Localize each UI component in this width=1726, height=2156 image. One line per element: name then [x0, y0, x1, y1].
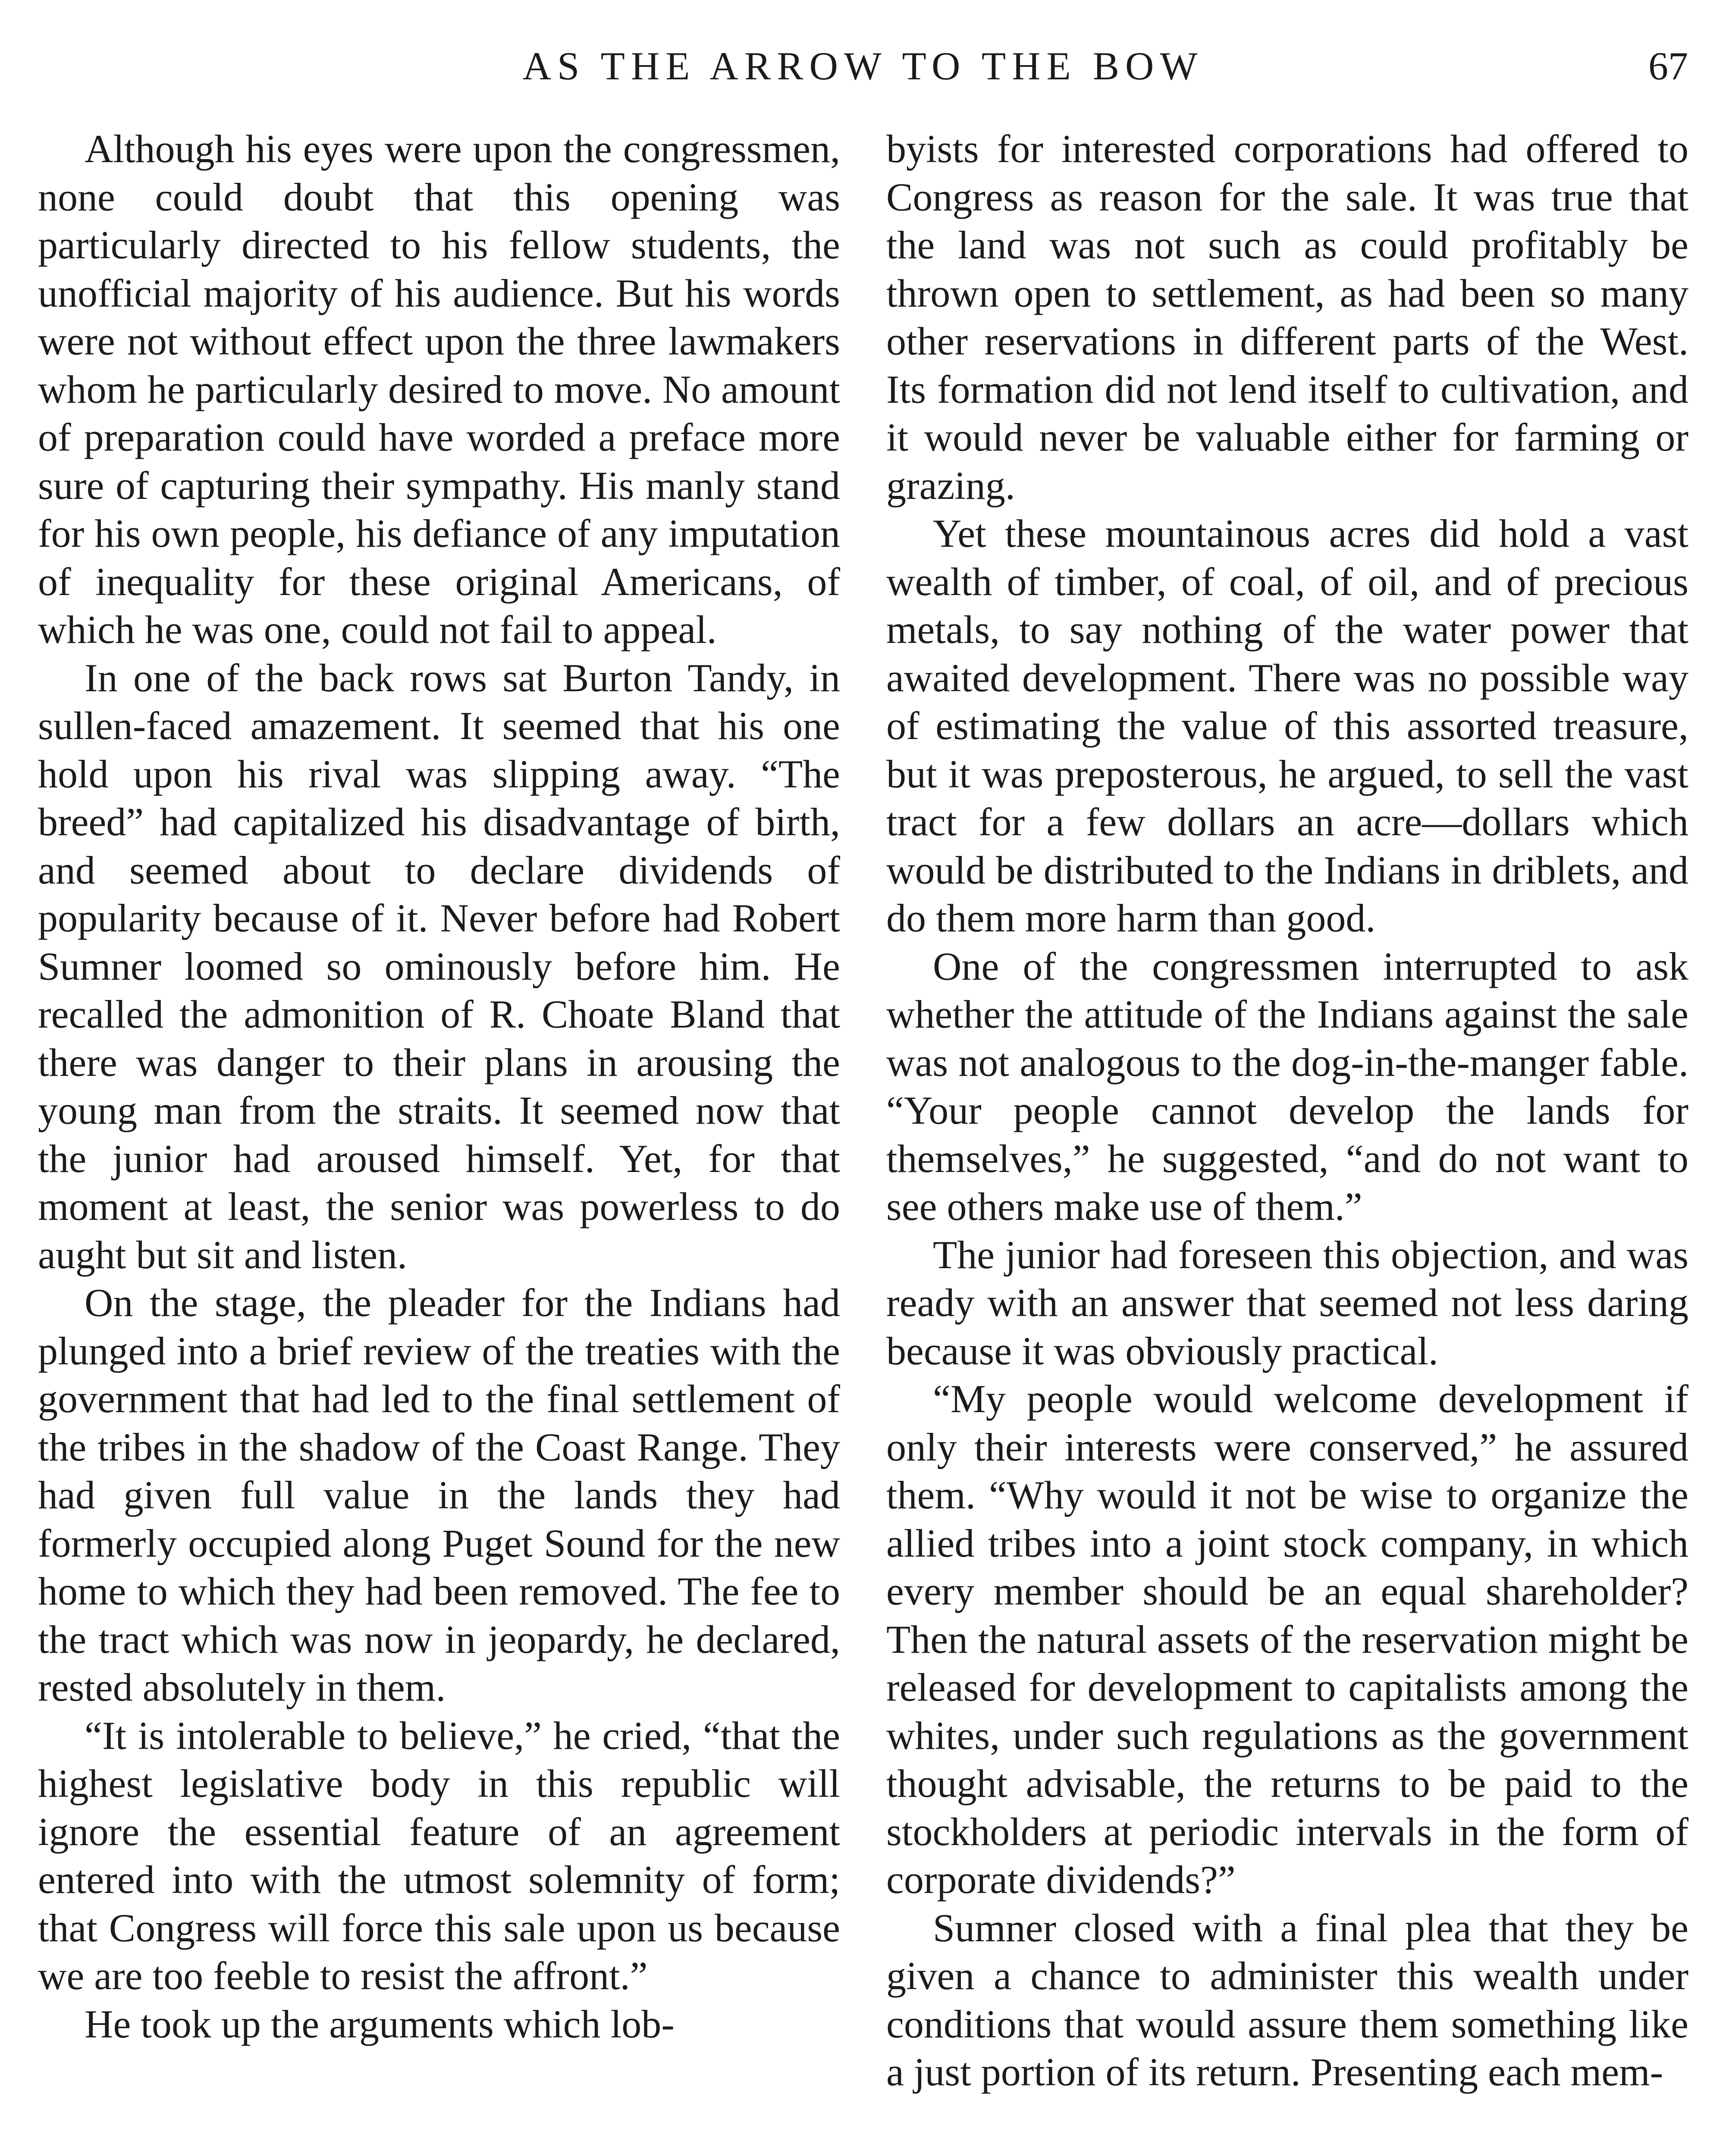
paragraph: Sumner closed with a final plea that they be given a chance to administer this wealth under conditions that would assure them something like a just portion of its return. Presenting each mem- — [886, 1905, 1688, 2094]
right-column — [886, 125, 1688, 2096]
paragraph: He took up the arguments which lob- — [85, 2002, 675, 2046]
paragraph: Although his eyes were upon the congressmen, none could doubt that this opening was particularly directed to his fellow students, the unofficial majority of his audience. But his words were not without effect upon the three lawmakers whom he particularly desired to move. No amount of preparation could have worded a preface more sure of capturing their sympathy. His manly stand for his own people, his defiance of any imputation of inequality for these original Americans, of which he was one, could not fail to appeal. — [38, 127, 840, 652]
paragraph: One of the congressmen interrupted to ask whether the attitude of the Indians against the sale was not analogous to the dog-in-the-manger fable. “Your people cannot develop the lands for themselves,” he suggested, “and do not want to see others make use of them.” — [886, 944, 1688, 1228]
paragraph-continued: byists for interested corporations had offered to Congress as reason for the sale. It was true that the land was not such as could profitably be thrown open to settlement, as had been so many other reservations in different parts of the West. Its formation did not lend itself to cultivation, and it would never be valuable either for farming or grazing. — [886, 127, 1688, 508]
page-header — [38, 42, 1688, 90]
paragraph: The junior had foreseen this objection, and was ready with an answer that seemed not less daring because it was obviously practical. — [886, 1232, 1688, 1373]
page-number: 67 — [1648, 44, 1688, 88]
running-head: AS THE ARROW TO THE BOW — [522, 44, 1204, 88]
paragraph: “My people would welcome development if only their interests were conserved,” he assured them. “Why would it not be wise to organize the allied tribes into a joint stock company, in which every member should be an equal shareholder? Then the natural assets of the reservation might be released for development to capitalists among the whites, under such regulations as the government thought advisable, the returns to be paid to the stockholders at periodic intervals in the form of corporate dividends?” — [886, 1377, 1688, 1902]
left-column — [38, 125, 840, 2048]
paragraph: Yet these mountainous acres did hold a vast wealth of timber, of coal, of oil, and of precious metals, to say nothing of the water power that awaited development. There was no possible way of estimating the value of this assorted treasure, but it was preposterous, he argued, to sell the vast tract for a few dollars an acre—dollars which would be distributed to the Indians in driblets, and do them more harm than good. — [886, 511, 1688, 940]
paragraph: “It is intolerable to believe,” he cried, “that the highest legislative body in this republic will ignore the essential feature of an agreement entered into with the utmost solemnity of form; that Congress will force this sale upon us because we are too feeble to resist the affront.” — [38, 1713, 840, 1998]
paragraph: On the stage, the pleader for the Indians had plunged into a brief review of the treaties with the government that had led to the final settlement of the tribes in the shadow of the Coast Range. They had given full value in the lands they had formerly occupied along Puget Sound for the new home to which they had been removed. The fee to the tract which was now in jeopardy, he declared, rested absolutely in them. — [38, 1281, 840, 1709]
paragraph: In one of the back rows sat Burton Tandy, in sullen-faced amazement. It seemed that his one hold upon his rival was slipping away. “The breed” had capitalized his disadvantage of birth, and seemed about to declare dividends of popularity because of it. Never before had Robert Sumner loomed so ominously before him. He recalled the admonition of R. Choate Bland that there was danger to their plans in arousing the young man from the straits. It seemed now that the junior had aroused himself. Yet, for that moment at least, the senior was powerless to do aught but sit and listen. — [38, 655, 840, 1277]
